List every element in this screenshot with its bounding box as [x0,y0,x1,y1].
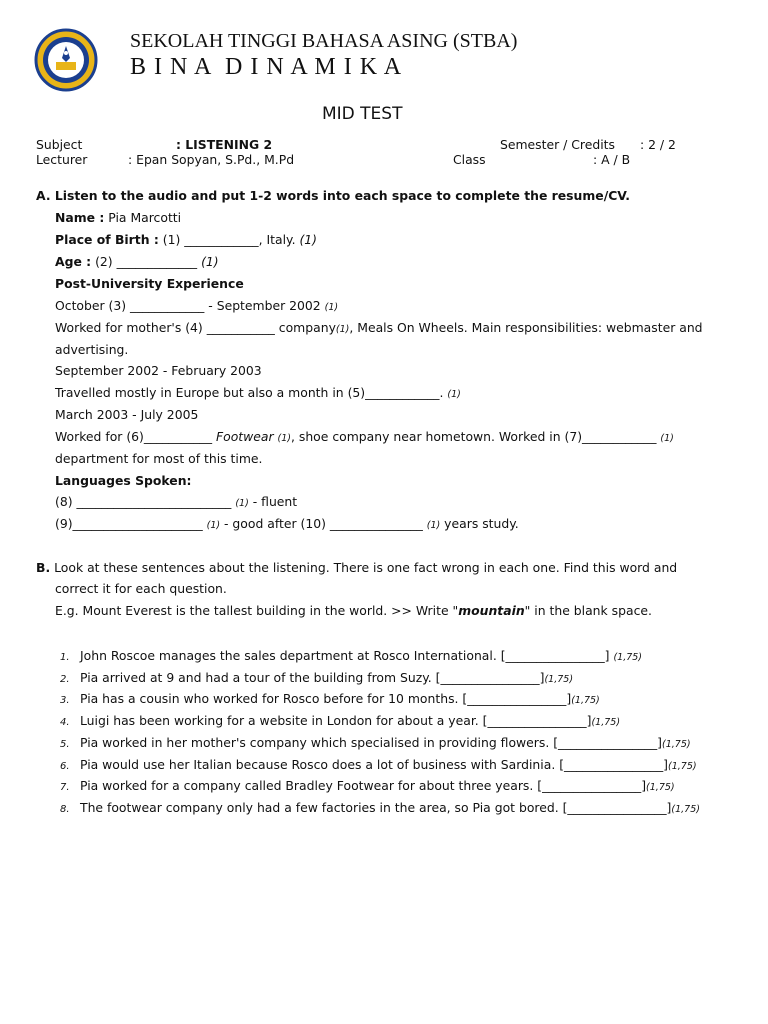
class-label: Class [453,152,486,167]
cv-line-3: advertising. [55,342,129,357]
class-value: : A / B [593,152,631,167]
semester-value: : 2 / 2 [640,137,676,152]
semester-label: Semester / Credits [500,137,615,152]
question-item: 5. Pia worked in her mother's company which specialised in providing flowers. [________________](1,75) [60,735,691,750]
name-line: Name : Pia Marcotti [55,210,182,225]
section-a-instruction: A. Listen to the audio and put 1-2 words into each space to complete the resume/CV. [36,188,631,203]
language-line-1: (8) _________________________ (1) - fluent [55,494,298,509]
question-item: 3. Pia has a cousin who worked for Rosco before for 10 months. [________________](1,75) [60,691,600,706]
question-item: 1. John Roscoe manages the sales department at Rosco International. [________________] (1,75) [60,648,643,663]
cv-line-8: department for most of this time. [55,451,263,466]
language-line-2: (9)_____________________ (1) - good after (10) _______________ (1) years study. [55,516,519,531]
subject-value: : LISTENING 2 [176,137,273,152]
institution-logo [34,28,98,92]
section-b-instruction-2: correct it for each question. [55,581,227,596]
cv-line-6: March 2003 - July 2005 [55,407,199,422]
question-item: 7. Pia worked for a company called Bradley Footwear for about three years. [________________](1,75) [60,778,675,793]
institution-brand: B I N A D I N A M I K A [130,54,403,80]
question-item: 2. Pia arrived at 9 and had a tour of the building from Suzy. [________________](1,75) [60,670,574,685]
cv-line-2: Worked for mother's (4) ___________ company(1), Meals On Wheels. Main responsibilities: webmaster and [55,320,703,335]
institution-name: SEKOLAH TINGGI BAHASA ASING (STBA) [130,30,518,52]
languages-heading: Languages Spoken: [55,473,192,488]
cv-line-7: Worked for (6)___________ Footwear (1), shoe company near hometown. Worked in (7)____________ (1) [55,429,674,444]
question-item: 8. The footwear company only had a few factories in the area, so Pia got bored. [________________](1,75) [60,800,700,815]
cv-line-1: October (3) ____________ - September 2002 (1) [55,298,339,313]
birth-line: Place of Birth : (1) ____________, Italy. (1) [55,232,318,247]
section-b-instruction: B. Look at these sentences about the listening. There is one fact wrong in each one. Find this word and [36,560,678,575]
experience-heading: Post-University Experience [55,276,244,291]
page-title: MID TEST [322,104,403,124]
cv-line-5: Travelled mostly in Europe but also a month in (5)____________. (1) [55,385,461,400]
lecturer-label: Lecturer [36,152,88,167]
age-line: Age : (2) _____________ (1) [55,254,219,269]
lecturer-value: : Epan Sopyan, S.Pd., M.Pd [128,152,295,167]
question-item: 4. Luigi has been working for a website in London for about a year. [________________](1,75) [60,713,621,728]
section-b-example: E.g. Mount Everest is the tallest building in the world. >> Write "mountain" in the blank space. [55,603,652,618]
cv-line-4: September 2002 - February 2003 [55,363,262,378]
question-item: 6. Pia would use her Italian because Rosco does a lot of business with Sardinia. [________________](1,75) [60,757,697,772]
subject-label: Subject [36,137,83,152]
